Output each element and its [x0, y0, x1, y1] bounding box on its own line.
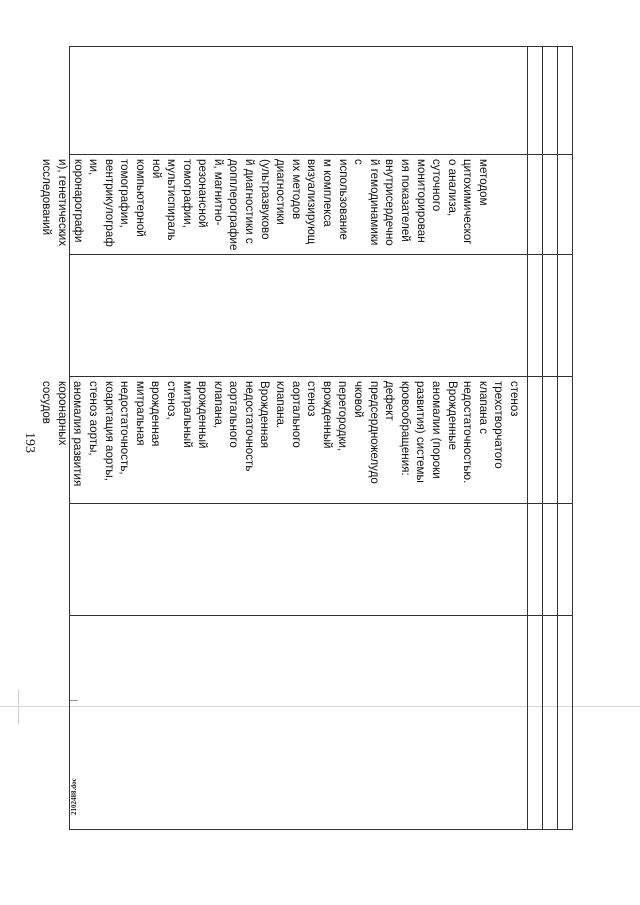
- table-row-divider: [69, 503, 573, 504]
- page-number: 193: [22, 432, 37, 453]
- table-column-divider: [527, 46, 528, 830]
- footer-filename: 2102488.doc: [70, 778, 78, 815]
- table-row-divider: [69, 254, 573, 255]
- table-row-divider: [69, 376, 573, 377]
- table-column-divider: [557, 46, 558, 830]
- scan-fold-mark: [18, 690, 19, 724]
- table-column-divider: [542, 46, 543, 830]
- table-row-divider: [69, 615, 573, 616]
- table-row-divider: [69, 154, 573, 155]
- table-cell-methods: методом цитохимическог о анализа, суточного мониторирован ия показателей внутрисердечно й гемодинамики с использование м комплекса визуализирующ их методов диагностики (ультразвуково й диагностики с допплерографие й, магнитно- резонансной томографии, мультиспираль ной компьютерной томографии, вентрикулограф ии, коронарографи и), генетических исследований: [40, 159, 490, 251]
- table-cell-anomalies: стеноз трехстворчатого клапана с недостаточностью. Врожденные аномалии (пороки развития) системы кровообращения: дефект предсердножелудо чковой перегородки, врожденный стеноз аортального клапана. Врожденная недостаточность аортального клапана, врожденный митральный стеноз, врожденная митральная недостаточность, коарктация аорты, стеноз аорты, аномалия развития коронарных сосудов: [40, 381, 521, 487]
